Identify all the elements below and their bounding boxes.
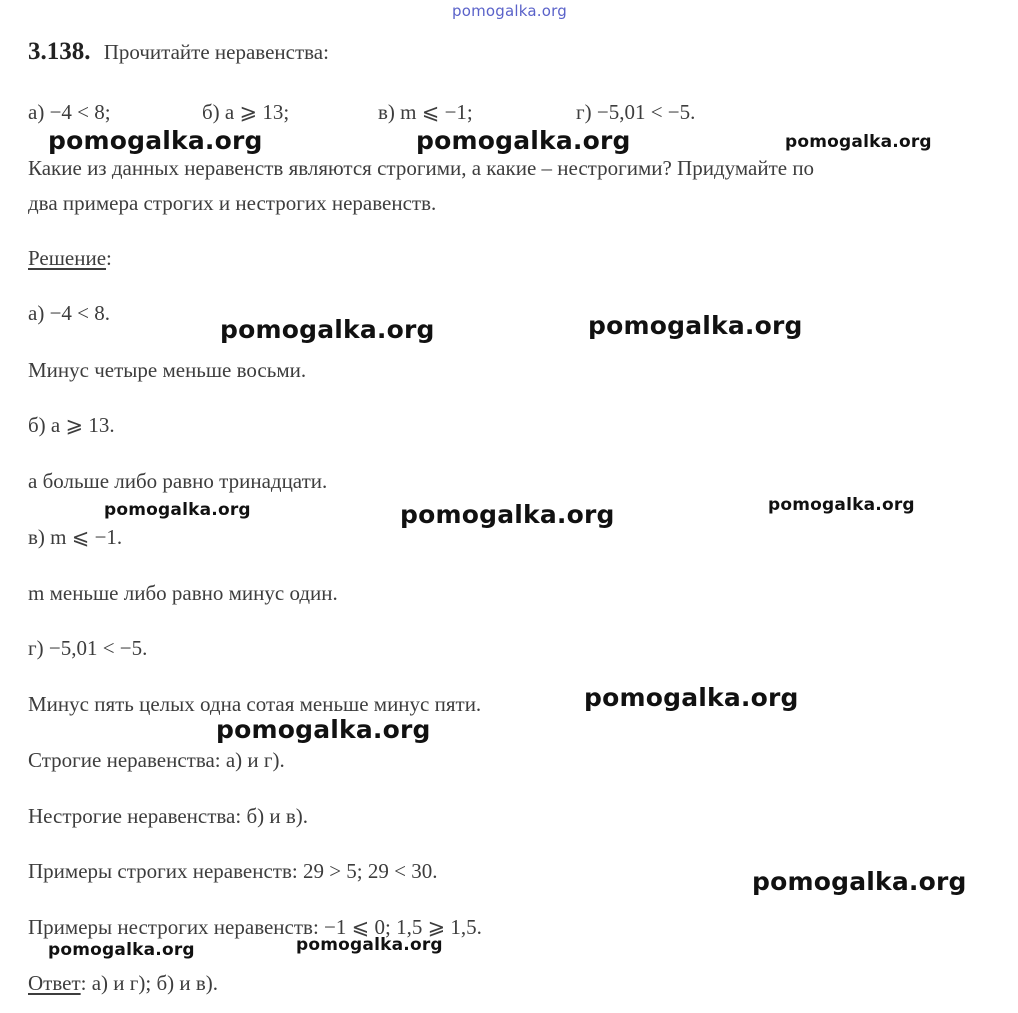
header-watermark: pomogalka.org — [452, 2, 567, 20]
answer-label: Ответ — [28, 971, 81, 995]
watermark: pomogalka.org — [416, 126, 631, 155]
question-line-1: Какие из данных неравенств являются строгими, а какие – нестрогими? Придумайте по — [28, 156, 815, 180]
inequality-d: г) −5,01 < −5. — [576, 100, 696, 124]
strict-examples: Примеры строгих неравенств: 29 > 5; 29 < 30. — [28, 859, 438, 883]
watermark: pomogalka.org — [216, 715, 431, 744]
solution-c-expression: в) m ⩽ −1. — [28, 525, 123, 549]
solution-d-expression: г) −5,01 < −5. — [28, 636, 148, 660]
watermark: pomogalka.org — [48, 940, 195, 960]
watermark: pomogalka.org — [588, 311, 803, 340]
watermark: pomogalka.org — [104, 500, 251, 520]
watermark: pomogalka.org — [752, 867, 967, 896]
inequality-a: а) −4 < 8; — [28, 100, 111, 124]
watermark: pomogalka.org — [584, 683, 799, 712]
inequality-list — [28, 100, 788, 126]
watermark: pomogalka.org — [768, 495, 915, 515]
watermark: pomogalka.org — [400, 500, 615, 529]
answer — [28, 971, 218, 996]
nonstrict-inequalities: Нестрогие неравенства: б) и в). — [28, 804, 309, 828]
solution-heading-colon: : — [106, 246, 112, 270]
nonstrict-examples: Примеры нестрогих неравенств: −1 ⩽ 0; 1,5 ⩾ 1,5. — [28, 915, 482, 939]
solution-a-expression: а) −4 < 8. — [28, 301, 111, 325]
solution-d-text: Минус пять целых одна сотая меньше минус пяти. — [28, 692, 482, 716]
inequality-c: в) m ⩽ −1; — [378, 100, 473, 124]
solution-b-text: а больше либо равно тринадцати. — [28, 469, 328, 493]
solution-heading — [28, 246, 112, 271]
watermark: pomogalka.org — [785, 132, 932, 152]
question-line-2: два примера строгих и нестрогих неравенств. — [28, 191, 437, 215]
solution-a-text: Минус четыре меньше восьми. — [28, 358, 307, 382]
watermark: pomogalka.org — [48, 126, 263, 155]
solution-b-expression: б) a ⩾ 13. — [28, 413, 115, 437]
answer-text: : а) и г); б) и в). — [80, 971, 219, 995]
watermark: pomogalka.org — [296, 935, 443, 955]
watermark: pomogalka.org — [220, 315, 435, 344]
problem-number: 3.138. — [28, 38, 91, 65]
problem-heading — [28, 38, 329, 66]
problem-title: Прочитайте неравенства: — [103, 40, 329, 64]
inequality-b: б) a ⩾ 13; — [202, 100, 290, 124]
solution-c-text: m меньше либо равно минус один. — [28, 581, 338, 605]
strict-inequalities: Строгие неравенства: а) и г). — [28, 748, 285, 772]
solution-heading-label: Решение — [28, 246, 107, 270]
